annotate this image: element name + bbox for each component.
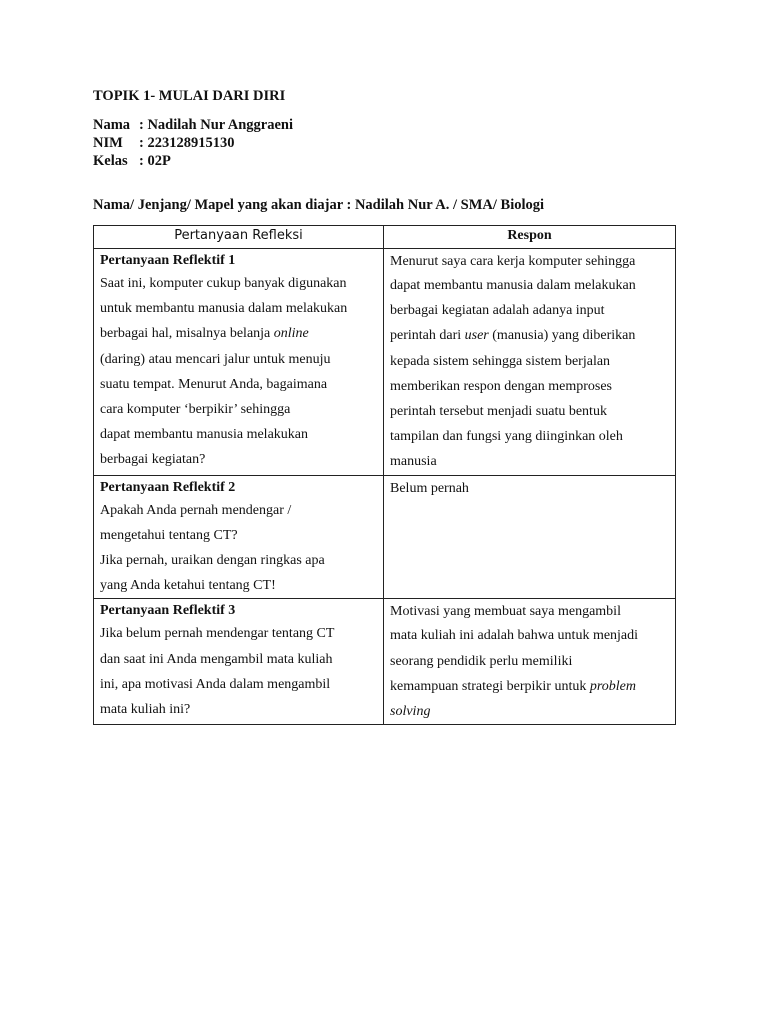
text-line: berbagai kegiatan adalah adanya input	[390, 303, 605, 319]
text-line: memberikan respon dengan memproses	[390, 378, 612, 394]
text-line	[390, 323, 669, 348]
nim-value: : 223128915130	[139, 135, 235, 151]
italic-term: online	[273, 326, 309, 342]
text-line: Motivasi yang membuat saya mengambil	[390, 604, 621, 620]
question-cell	[94, 599, 384, 725]
name-row	[93, 116, 293, 134]
text-line: untuk membantu manusia dalam melakukan	[100, 301, 348, 317]
nim-label: NIM	[93, 135, 123, 151]
nim-row	[93, 134, 293, 152]
subject-line: Nama/ Jenjang/ Mapel yang akan diajar : Nadilah Nur A. / SMA/ Biologi	[93, 197, 545, 213]
text-line: suatu tempat. Menurut Anda, bagaimana	[100, 376, 328, 392]
text-line: cara komputer ‘berpikir’ sehingga	[100, 402, 291, 418]
text-line: (daring) atau mencari jalur untuk menuju	[100, 351, 331, 367]
class-label: Kelas	[93, 153, 128, 169]
text-line: perintah tersebut menjadi suatu bentuk	[390, 404, 607, 420]
text-line: mata kuliah ini?	[100, 702, 191, 718]
italic-term: problem	[589, 678, 636, 694]
page-title: TOPIK 1- MULAI DARI DIRI	[93, 88, 286, 104]
class-value: : 02P	[139, 153, 171, 169]
text-line: mata kuliah ini adalah bahwa untuk menjadi	[390, 628, 639, 644]
question-heading: Pertanyaan Reflektif 3	[100, 603, 236, 619]
italic-term: solving	[390, 704, 431, 720]
text-line: ini, apa motivasi Anda dalam mengambil	[100, 676, 331, 692]
response-text	[390, 599, 669, 724]
table-row	[94, 249, 676, 476]
text-line: dan saat ini Anda mengambil mata kuliah	[100, 651, 333, 667]
text-line: tampilan dan fungsi yang diinginkan oleh	[390, 429, 623, 445]
text-line	[390, 674, 669, 699]
table-row	[94, 475, 676, 599]
text-line: seorang pendidik perlu memiliki	[390, 653, 573, 669]
text-line: Jika pernah, uraikan dengan ringkas apa	[100, 553, 325, 569]
text-line: Apakah Anda pernah mendengar /	[100, 502, 292, 518]
name-value: : Nadilah Nur Anggraeni	[139, 117, 294, 133]
text-segment: perintah dari	[390, 328, 465, 344]
response-cell	[384, 599, 676, 725]
question-cell	[94, 475, 384, 599]
reflection-table	[93, 225, 676, 725]
name-label: Nama	[93, 117, 131, 133]
column-header-question: Pertanyaan Refleksi	[94, 226, 384, 249]
text-line: yang Anda ketahui tentang CT!	[100, 578, 276, 594]
text-segment: (manusia) yang diberikan	[488, 328, 636, 344]
text-line: mengetahui tentang CT?	[100, 527, 238, 543]
response-text	[390, 249, 669, 475]
text-line: Saat ini, komputer cukup banyak digunakan	[100, 276, 347, 291]
text-line: Jika belum pernah mendengar tentang CT	[100, 626, 335, 642]
table-header-row	[94, 226, 676, 249]
question-heading: Pertanyaan Reflektif 2	[100, 479, 236, 495]
text-line: kepada sistem sehingga sistem berjalan	[390, 353, 611, 369]
response-text	[390, 476, 669, 500]
text-line: dapat membantu manusia dalam melakukan	[390, 278, 636, 293]
text-line: dapat membantu manusia melakukan	[100, 427, 308, 443]
question-cell	[94, 249, 384, 476]
student-info	[93, 116, 293, 170]
text-line: Menurut saya cara kerja komputer sehingga	[390, 254, 636, 269]
response-cell	[384, 249, 676, 476]
class-row	[93, 152, 293, 170]
table-row	[94, 599, 676, 725]
text-line: berbagai kegiatan?	[100, 452, 206, 468]
question-text	[100, 498, 377, 599]
question-text	[100, 621, 377, 722]
response-cell	[384, 475, 676, 599]
text-line: Belum pernah	[390, 480, 469, 496]
question-heading: Pertanyaan Reflektif 1	[100, 253, 236, 268]
text-line	[390, 699, 669, 724]
question-text	[100, 271, 377, 473]
text-line	[100, 321, 377, 346]
text-line: manusia	[390, 454, 437, 470]
italic-term: user	[464, 328, 489, 344]
column-header-response: Respon	[384, 226, 676, 249]
text-segment: kemampuan strategi berpikir untuk	[390, 678, 590, 694]
text-segment: berbagai hal, misalnya belanja	[100, 326, 274, 342]
